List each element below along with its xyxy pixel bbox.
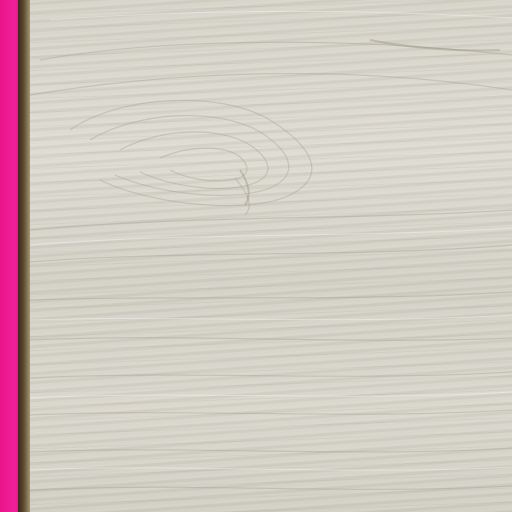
wood-grain-pattern [30,0,512,512]
wood-grain-panel [30,0,512,512]
